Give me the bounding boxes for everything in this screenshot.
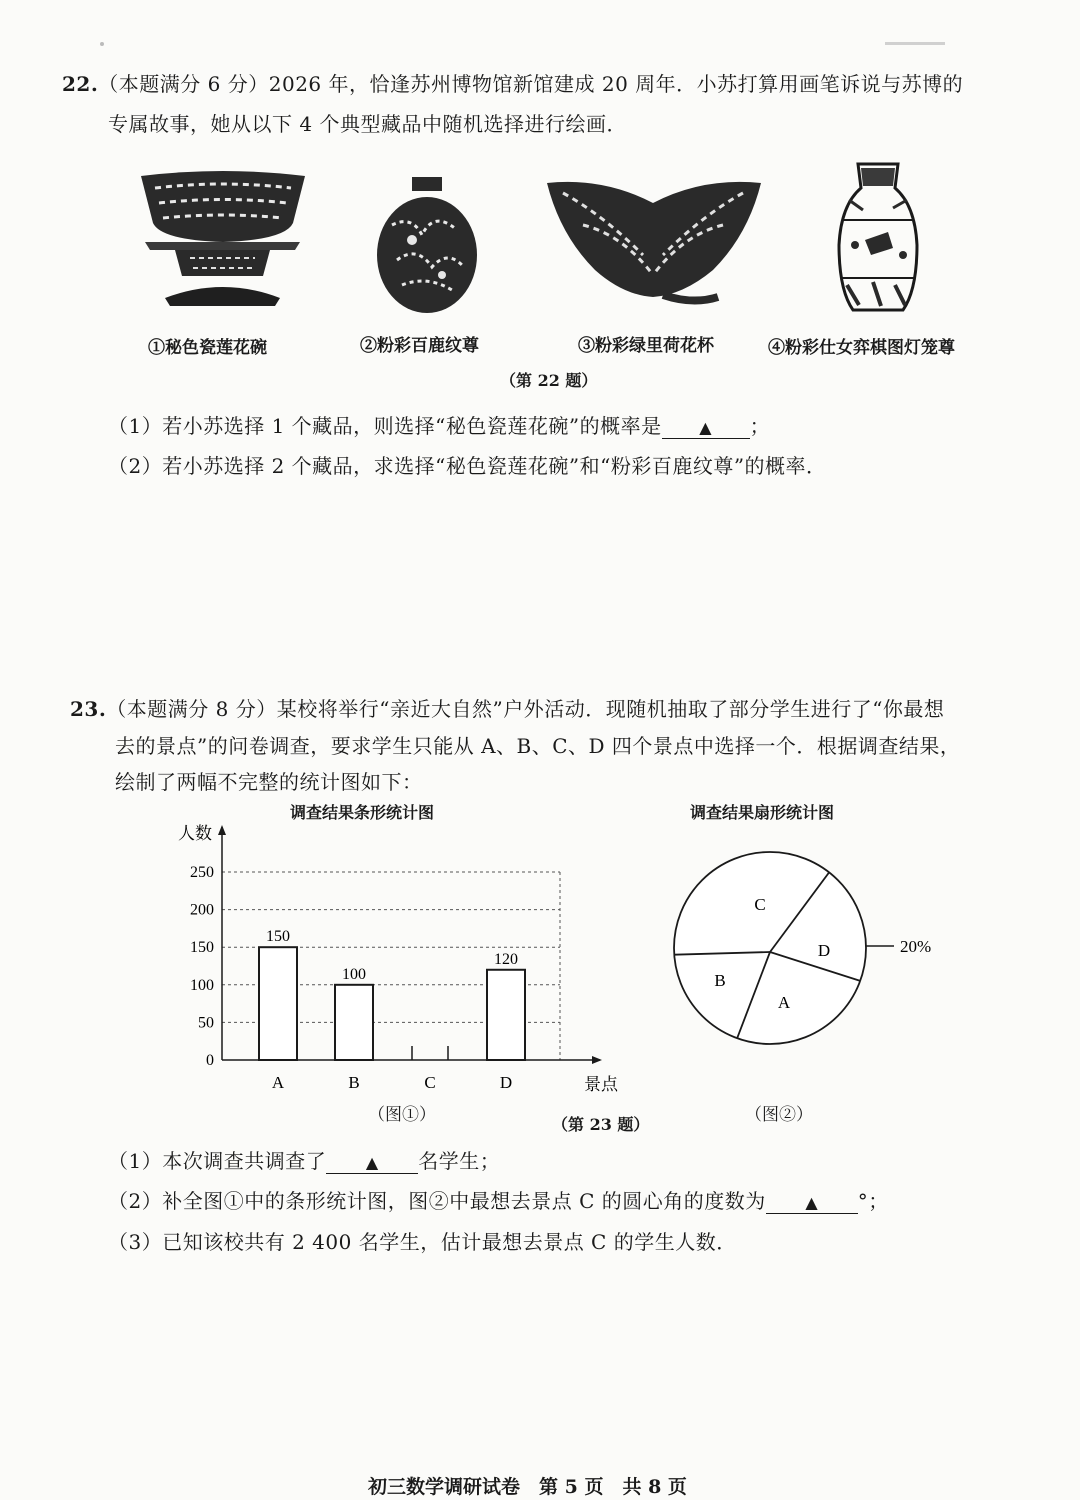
y-tick-label: 50 <box>198 1014 214 1032</box>
q23-part2-text: （2）补全图①中的条形统计图，图②中最想去景点 C 的圆心角的度数为 <box>108 1189 766 1213</box>
answer-triangle-icon: ▲ <box>805 1193 819 1212</box>
q22-stem-line1 <box>62 68 963 97</box>
fig2-caption: （图②） <box>745 1105 813 1125</box>
q23-stem-line2: 去的景点”的问卷调查，要求学生只能从 A、B、C、D 四个景点中选择一个．根据调查结果， <box>115 734 961 758</box>
x-axis-label: 景点 <box>584 1075 618 1094</box>
q23-part2 <box>108 1185 889 1214</box>
y-tick-label: 150 <box>190 939 214 957</box>
bar-A <box>259 947 297 1060</box>
y-axis-arrow-icon <box>218 825 226 835</box>
q22-part1-text: （1）若小苏选择 1 个藏品，则选择“秘色瓷莲花碗”的概率是 <box>108 414 662 438</box>
bar-value-label: 150 <box>266 928 290 946</box>
y-tick-label: 0 <box>206 1052 214 1069</box>
q22-part1-suffix: ； <box>749 414 771 438</box>
x-tick-label: A <box>271 1073 285 1092</box>
q22-part1-blank[interactable] <box>662 416 750 439</box>
q22-stem-text1: 2026 年，恰逢苏州博物馆新馆建成 20 周年．小苏打算用画笔诉说与苏博的 <box>268 72 964 96</box>
pie-annotation-percent: 20% <box>900 937 932 956</box>
q23-stem-text1: 某校将举行“亲近大自然”户外活动．现随机抽取了部分学生进行了“你最想 <box>276 697 945 721</box>
bar-chart <box>170 815 640 1100</box>
q23-stem-line1 <box>70 693 944 722</box>
lantern-vase-icon <box>833 160 923 315</box>
q22-stem-line2: 专属故事，她从以下 4 个典型藏品中随机选择进行绘画． <box>108 112 627 136</box>
q23-part1 <box>108 1145 500 1174</box>
q23-stem-line3: 绘制了两幅不完整的统计图如下： <box>115 770 423 794</box>
bar-B <box>335 985 373 1060</box>
bar-value-label: 100 <box>342 965 366 983</box>
q22-item-label-4: ④粉彩仕女弈棋图灯笼尊 <box>768 338 955 358</box>
pie-chart <box>660 840 960 1050</box>
y-tick-label: 200 <box>190 901 214 919</box>
x-tick-label: C <box>424 1073 436 1092</box>
round-jar-icon <box>372 175 482 315</box>
q23-part2-suffix: °； <box>857 1189 889 1213</box>
lotus-cup-icon <box>543 175 765 310</box>
q23-part1-suffix: 名学生； <box>418 1149 501 1173</box>
q23-score: （本题满分 8 分） <box>106 697 277 721</box>
fig1-caption: （图①） <box>368 1105 436 1125</box>
x-tick-label: B <box>348 1073 360 1092</box>
pie-label-C: C <box>754 895 766 914</box>
q22-item-label-3: ③粉彩绿里荷花杯 <box>578 336 714 356</box>
q22-number: 22. <box>62 72 99 96</box>
bar-chart-title: 调查结果条形统计图 <box>290 803 435 822</box>
bar-D <box>487 970 525 1060</box>
pie-label-A: A <box>777 993 791 1012</box>
q23-part3: （3）已知该校共有 2 400 名学生，估计最想去景点 C 的学生人数． <box>108 1230 737 1254</box>
q22-score: （本题满分 6 分） <box>98 72 269 96</box>
x-axis-arrow-icon <box>592 1056 602 1064</box>
pie-outline <box>674 852 866 1044</box>
q23-part1-text: （1）本次调查共调查了 <box>108 1149 327 1173</box>
y-axis-label: 人数 <box>178 824 212 843</box>
pie-label-B: B <box>714 971 726 990</box>
bar-value-label: 120 <box>494 950 518 968</box>
q23-part2-blank[interactable] <box>766 1191 858 1214</box>
q22-figure-caption: （第 22 题） <box>500 371 598 390</box>
q22-part2: （2）若小苏选择 2 个藏品，求选择“秘色瓷莲花碗”和“粉彩百鹿纹尊”的概率． <box>108 454 827 478</box>
page-footer: 初三数学调研试卷 第 5 页 共 8 页 <box>368 1476 687 1498</box>
q22-item-label-1: ①秘色瓷莲花碗 <box>148 338 267 358</box>
q23-part1-blank[interactable] <box>326 1151 418 1174</box>
scan-mark <box>885 42 945 45</box>
pie-chart-title: 调查结果扇形统计图 <box>690 803 835 822</box>
answer-triangle-icon: ▲ <box>699 418 713 437</box>
q23-figure-caption: （第 23 题） <box>552 1115 650 1134</box>
y-tick-label: 100 <box>190 976 214 994</box>
pie-label-D: D <box>817 941 831 960</box>
answer-triangle-icon: ▲ <box>365 1153 379 1172</box>
q23-number: 23. <box>70 697 107 721</box>
scan-mark <box>100 42 104 46</box>
y-tick-label: 250 <box>190 864 214 881</box>
q22-item-label-2: ②粉彩百鹿纹尊 <box>360 336 479 356</box>
bowl-icon <box>135 168 310 308</box>
x-tick-label: D <box>499 1073 513 1092</box>
q22-part1 <box>108 410 770 439</box>
